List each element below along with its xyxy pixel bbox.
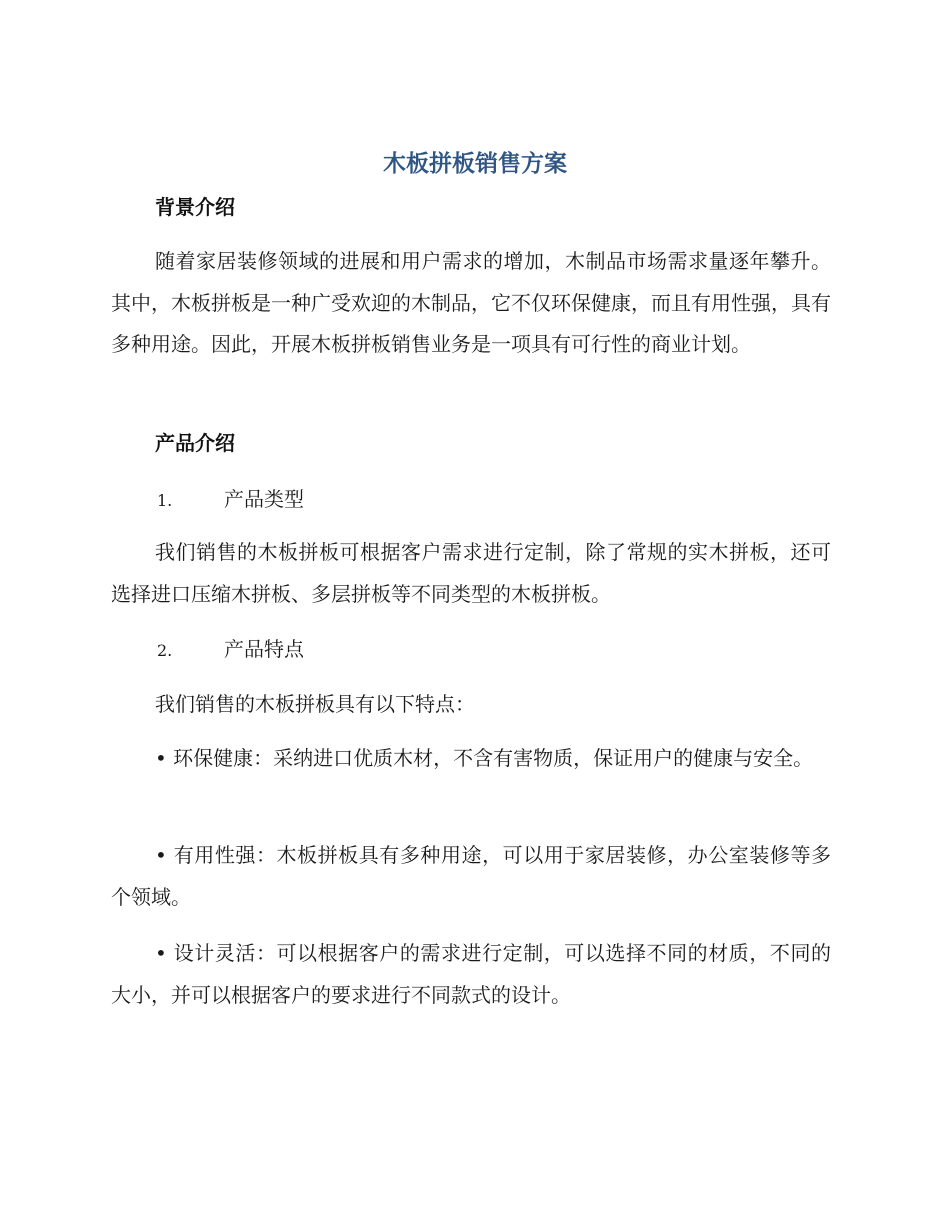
item-label: 产品特点 (224, 637, 304, 661)
item-number: 1. (157, 491, 173, 510)
features-intro-paragraph: 我们销售的木板拼板具有以下特点： (155, 692, 475, 716)
item-number: 2. (157, 641, 173, 660)
feature-bullet-design: • 设计灵活：可以根据客户的需求进行定制，可以选择不同的材质，不同的大小，并可以根据客户的要求进行不同款式的设计。 (111, 941, 831, 1007)
section-heading-background: 背景介绍 (155, 195, 235, 219)
background-paragraph: 随着家居装修领域的进展和用户需求的增加，木制品市场需求量逐年攀升。其中，木板拼板是一种广受欢迎的木制品，它不仅环保健康，而且有用性强，具有多种用途。因此，开展木板拼板销售业务是一项具有可行性的商业计划。 (111, 249, 831, 356)
numbered-item-product-type (157, 484, 304, 516)
feature-bullet-eco: • 环保健康：采纳进口优质木材，不含有害物质，保证用户的健康与安全。 (155, 746, 814, 770)
numbered-item-product-features (157, 634, 304, 666)
item-label: 产品类型 (224, 487, 304, 511)
feature-bullet-utility: • 有用性强：木板拼板具有多种用途，可以用于家居装修，办公室装修等多个领域。 (111, 843, 831, 909)
section-heading-product: 产品介绍 (155, 431, 235, 455)
product-type-paragraph: 我们销售的木板拼板可根据客户需求进行定制，除了常规的实木拼板，还可选择进口压缩木拼板、多层拼板等不同类型的木板拼板。 (111, 540, 831, 606)
document-title: 木板拼板销售方案 (383, 151, 567, 177)
